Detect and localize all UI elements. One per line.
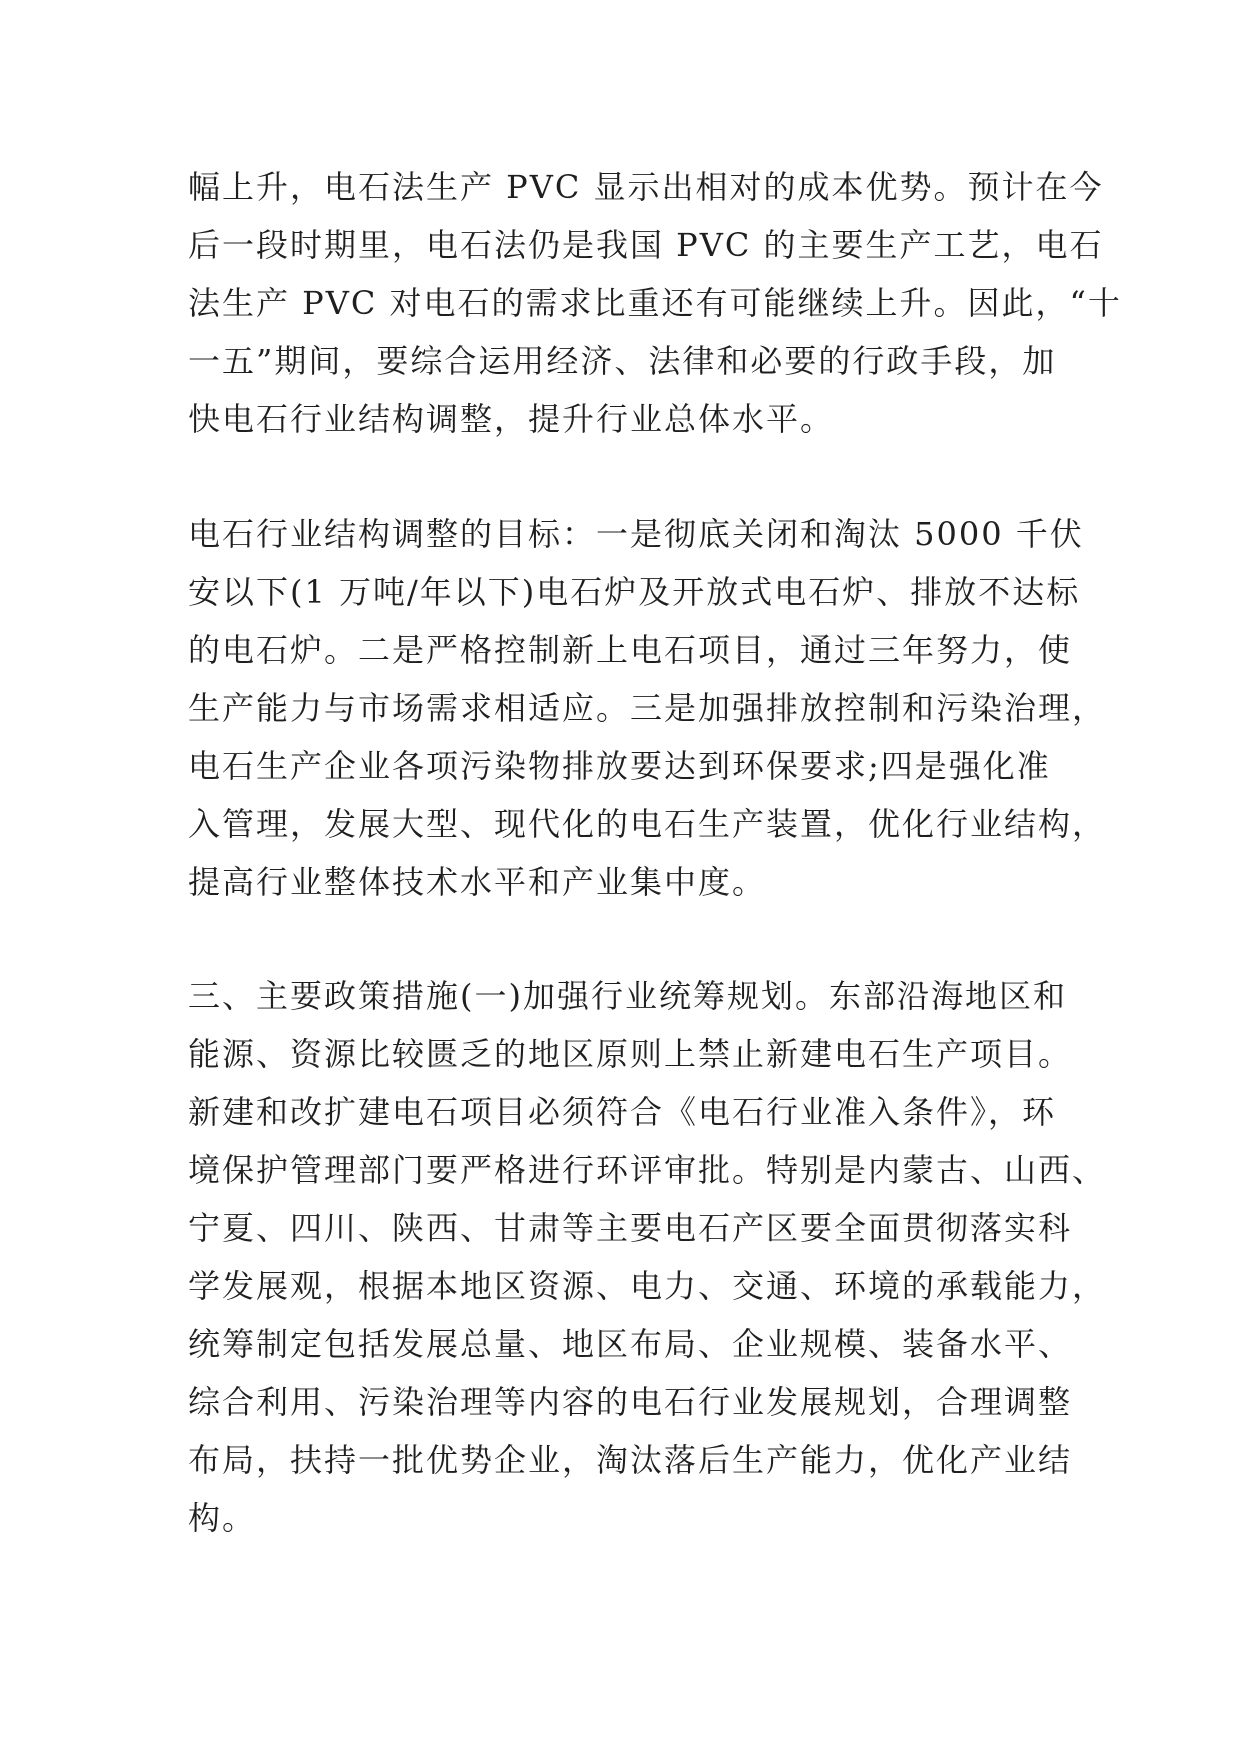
- text-line: 境保护管理部门要严格进行环评审批。特别是内蒙古、山西、: [188, 1151, 1107, 1189]
- text-line: 后一段时期里，电石法仍是我国 PVC 的主要生产工艺，电石: [188, 226, 1104, 264]
- text-line: 一五”期间，要综合运用经济、法律和必要的行政手段，加: [188, 342, 1057, 380]
- text-line: 新建和改扩建电石项目必须符合《电石行业准入条件》，环: [188, 1093, 1057, 1131]
- text-line: 布局，扶持一批优势企业，淘汰落后生产能力，优化产业结: [188, 1441, 1073, 1479]
- paragraph: [188, 505, 1107, 911]
- text-line: 综合利用、污染治理等内容的电石行业发展规划，合理调整: [188, 1383, 1073, 1421]
- text-line: 快电石行业结构调整，提升行业总体水平。: [188, 400, 835, 438]
- paragraph: [188, 158, 1122, 448]
- text-line: 电石行业结构调整的目标：一是彻底关闭和淘汰 5000 千伏: [188, 515, 1084, 553]
- text-line: 宁夏、四川、陕西、甘肃等主要电石产区要全面贯彻落实科: [188, 1209, 1073, 1247]
- text-line: 学发展观，根据本地区资源、电力、交通、环境的承载能力，: [188, 1267, 1107, 1305]
- text-line: 构。: [188, 1499, 257, 1537]
- text-line: 电石生产企业各项污染物排放要达到环保要求;四是强化准: [188, 747, 1051, 785]
- paragraph: [188, 967, 1107, 1547]
- text-line: 提高行业整体技术水平和产业集中度。: [188, 863, 767, 901]
- text-line: 统筹制定包括发展总量、地区布局、企业规模、装备水平、: [188, 1325, 1073, 1363]
- text-line: 幅上升，电石法生产 PVC 显示出相对的成本优势。预计在今: [188, 168, 1104, 206]
- text-line: 能源、资源比较匮乏的地区原则上禁止新建电石生产项目。: [188, 1035, 1073, 1073]
- text-line: 三、主要政策措施(一)加强行业统筹规划。东部沿海地区和: [188, 977, 1067, 1015]
- text-line: 安以下(1 万吨/年以下)电石炉及开放式电石炉、排放不达标: [188, 573, 1081, 611]
- text-line: 法生产 PVC 对电石的需求比重还有可能继续上升。因此，“十: [188, 284, 1122, 322]
- text-line: 的电石炉。二是严格控制新上电石项目，通过三年努力，使: [188, 631, 1073, 669]
- text-line: 生产能力与市场需求相适应。三是加强排放控制和污染治理，: [188, 689, 1107, 727]
- text-line: 入管理，发展大型、现代化的电石生产装置，优化行业结构，: [188, 805, 1107, 843]
